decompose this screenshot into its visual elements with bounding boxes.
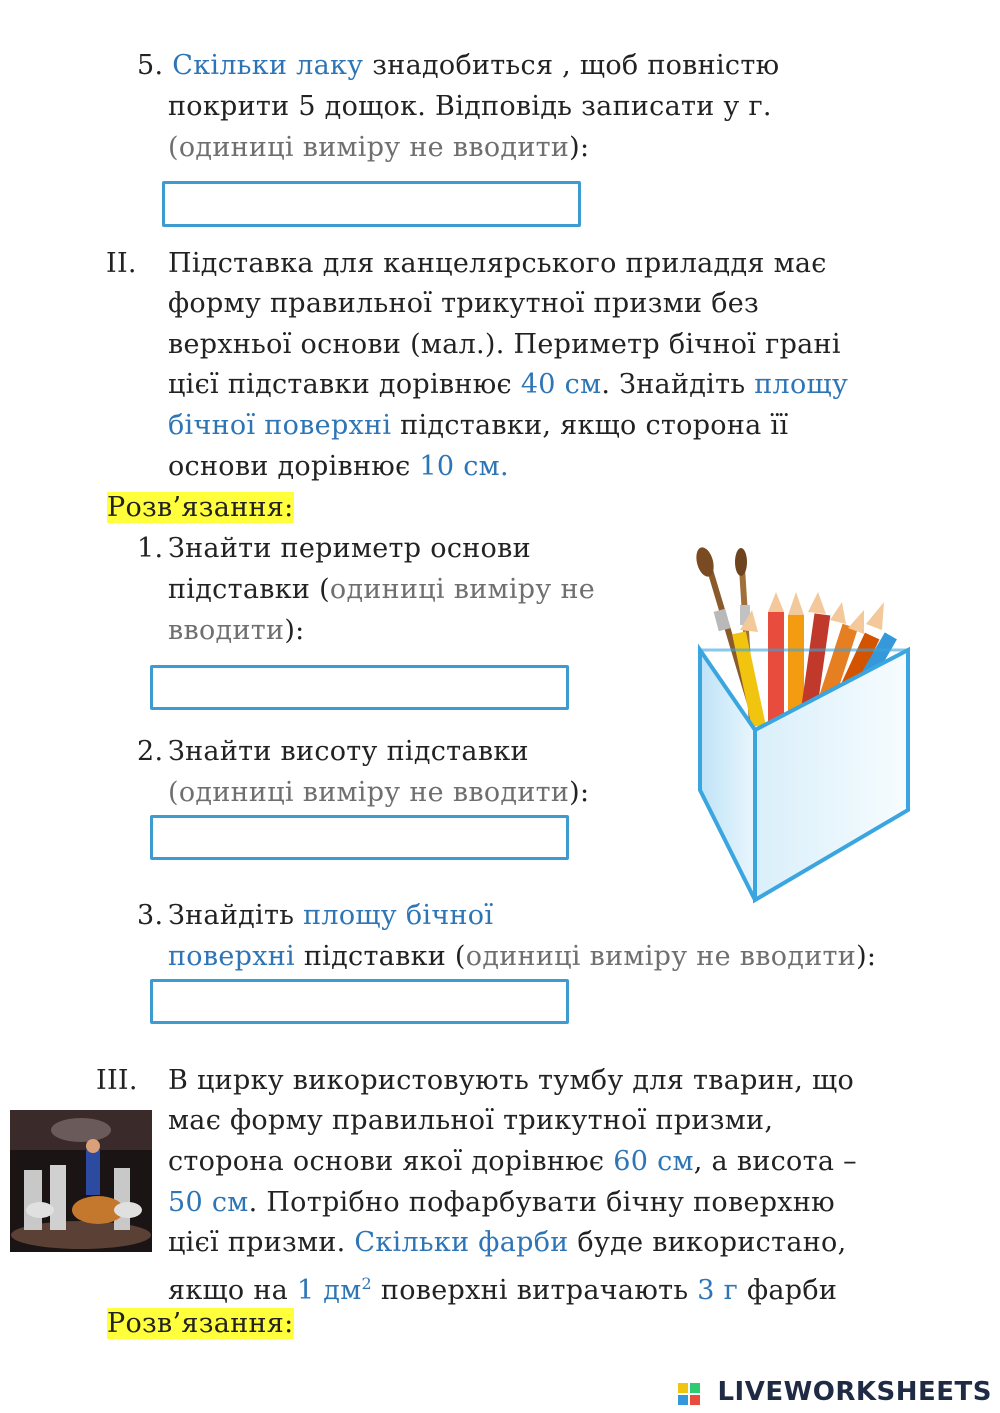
perimeter-value: 40 см [520, 369, 602, 400]
task5-line2: покрити 5 дощок. Відповідь записати у г. [168, 91, 772, 122]
task2-line4: цієї підставки дорівнює 40 см. Знайдіть площу [168, 369, 849, 400]
step2-number: 2. [137, 736, 164, 767]
task2-line3: верхньої основи (мал.). Периметр бічної грані [168, 329, 841, 360]
step2-line2: (одиниці виміру не вводити): [168, 777, 590, 808]
task3-line4: 50 см. Потрібно пофарбувати бічну поверхню [168, 1187, 835, 1218]
step1-number: 1. [137, 533, 164, 564]
task2-solution-label: Розв’язання: [107, 492, 294, 523]
task5-line1 [137, 46, 779, 86]
task3-numeral: III. [96, 1065, 138, 1096]
step3-line1: Знайдіть площу бічної [168, 900, 494, 931]
task3-line6: якщо на 1 $дм^2$ поверхні витрачають 3 г фарби [168, 1274, 838, 1306]
pencil-holder-illustration [680, 540, 920, 910]
task5-question-rest: знадобиться , щоб повністю [363, 50, 780, 81]
circus-photo [10, 1110, 152, 1252]
task2-numeral: II. [106, 248, 137, 279]
task3-line1: В цирку використовують тумбу для тварин, що [168, 1065, 855, 1096]
task3-line2: має форму правильної трикутної призми, [168, 1105, 774, 1136]
step2-line1: Знайти висоту підставки [168, 736, 529, 767]
task2-line2: форму правильної трикутної призми без [168, 288, 760, 319]
task5-units-note: одиниці виміру не вводити [178, 132, 570, 163]
task3-line3: сторона основи якої дорівнює 60 см, а висота – [168, 1146, 857, 1177]
side-value: 10 см. [419, 451, 509, 482]
step3-number: 3. [137, 900, 164, 931]
task5-answer-input[interactable] [162, 181, 581, 227]
liveworksheets-logo: LIVEWORKSHEETS [717, 1377, 992, 1407]
task2-line1: Підставка для канцелярського приладдя має [168, 248, 827, 279]
task2-line6: основи дорівнює 10 см. [168, 451, 509, 482]
task3-line5: цієї призми. Скільки фарби буде використано, [168, 1227, 847, 1258]
step1-line3: вводити): [168, 615, 305, 646]
task2-line5: бічної поверхні підставки, якщо сторона її [168, 410, 789, 441]
step1-line1: Знайти периметр основи [168, 533, 531, 564]
task5-question-highlight: Скільки лаку [172, 50, 364, 81]
step1-line2: підставки (одиниці виміру не [168, 574, 596, 605]
task5-line3: (одиниці виміру не вводити): [168, 132, 590, 163]
liveworksheets-logo-icon [678, 1383, 700, 1405]
task3-solution-label: Розв’язання: [107, 1308, 294, 1339]
step1-answer-input[interactable] [150, 665, 569, 710]
step3-line2: поверхні підставки (одиниці виміру не вводити): [168, 941, 877, 972]
step3-answer-input[interactable] [150, 979, 569, 1024]
step2-answer-input[interactable] [150, 815, 569, 860]
task5-number: 5. [137, 50, 164, 81]
